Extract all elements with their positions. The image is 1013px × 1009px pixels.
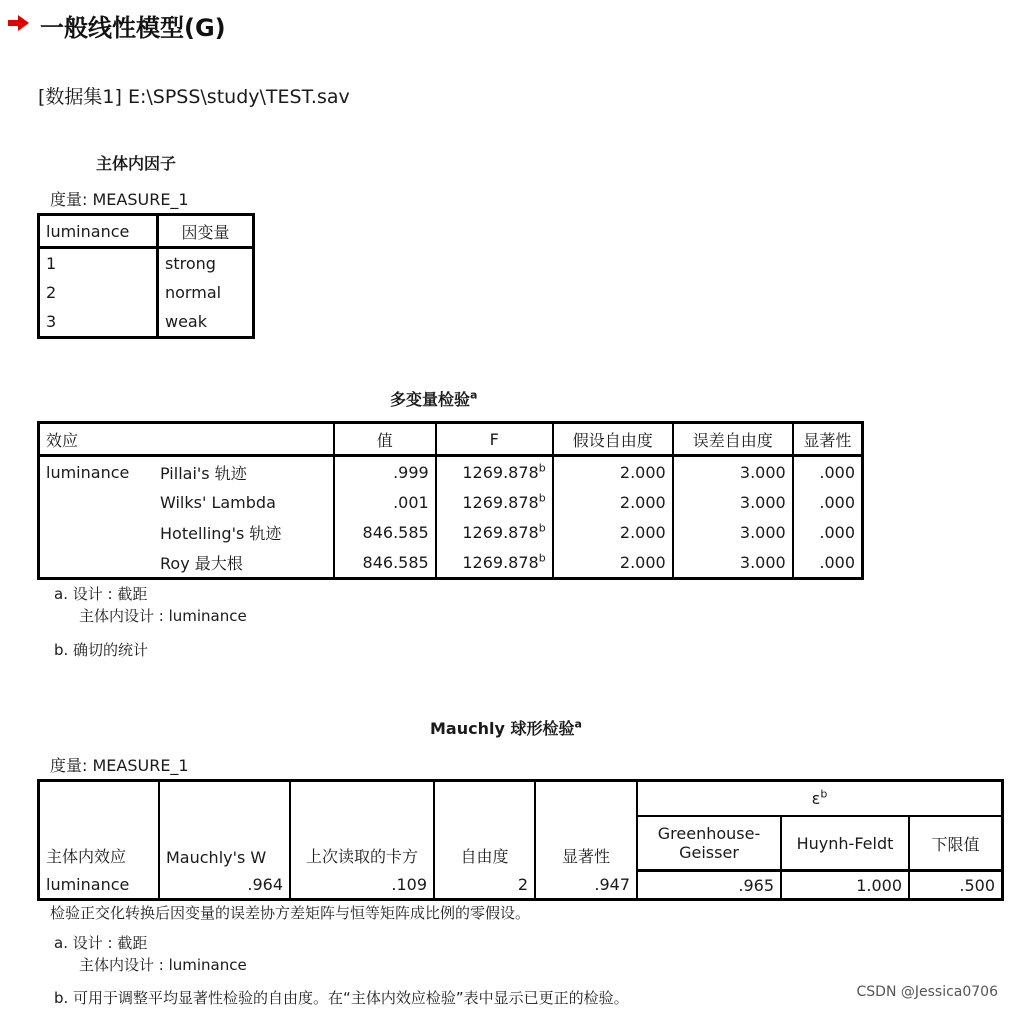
sig-cell: .000 (793, 456, 863, 488)
value-cell: .001 (334, 487, 436, 517)
multivariate-table (37, 421, 864, 580)
hyp-df-cell: 2.000 (553, 487, 673, 517)
dataset-path: [数据集1] E:\SPSS\study\TEST.sav (38, 86, 350, 108)
multivariate-footnote-a-design: 主体内设计 : luminance (79, 607, 247, 625)
f-cell: 1269.878$^b$ (436, 517, 553, 547)
test-name-cell: Roy 最大根 (160, 553, 243, 573)
header-cell: 上次读取的卡方 (290, 781, 434, 871)
err-df-cell: 3.000 (673, 487, 793, 517)
hf-cell: 1.000 (781, 871, 909, 900)
f-cell: 1269.878$^b$ (436, 456, 553, 488)
header-cell: F (436, 423, 553, 456)
multivariate-title: 多变量检验$^a$ (390, 388, 478, 409)
table-header-row (39, 423, 863, 456)
within-factors-title: 主体内因子 (96, 154, 177, 173)
table-header-row (39, 781, 1003, 817)
test-name-cell: Hotelling's 轨迹 (160, 523, 282, 543)
header-cell: 假设自由度 (553, 423, 673, 456)
table-row (39, 547, 863, 579)
sig-cell: .000 (793, 517, 863, 547)
w-cell: .964 (159, 871, 290, 900)
multivariate-footnote-b: b. 确切的统计 (54, 641, 149, 659)
chi-cell: .109 (290, 871, 434, 900)
header-cell: Greenhouse-Geisser (637, 816, 781, 871)
multivariate-footnote-a: a. 设计 : 截距 (54, 585, 148, 603)
table-row (39, 871, 1003, 900)
hyp-df-cell: 2.000 (553, 517, 673, 547)
value-cell: 846.585 (334, 517, 436, 547)
sig-cell: .000 (793, 487, 863, 517)
within-factors-measure: 度量: MEASURE_1 (50, 190, 189, 209)
mauchly-footnote-b: b. 可用于调整平均显著性检验的自由度。在“主体内效应检验”表中显示已更正的检验。 (54, 989, 629, 1007)
table-cell: normal (165, 283, 222, 302)
test-name-cell: Pillai's 轨迹 (160, 463, 247, 483)
header-cell: 因变量 (158, 215, 254, 248)
f-cell: 1269.878$^b$ (436, 487, 553, 517)
table-cell: strong (165, 254, 216, 273)
table-cell: 1 (39, 248, 158, 279)
err-df-cell: 3.000 (673, 547, 793, 579)
table-row (39, 487, 863, 517)
header-cell: Huynh-Feldt (781, 816, 909, 871)
red-arrow-icon (8, 14, 30, 32)
table-row (39, 278, 254, 307)
effect-cell: luminance (46, 874, 130, 894)
lb-cell: .500 (909, 871, 1003, 900)
value-cell: .999 (334, 456, 436, 488)
mauchly-footnote-a: a. 设计 : 截距 (54, 934, 148, 952)
header-cell: Mauchly's W (159, 781, 290, 871)
header-cell: 显著性 (793, 423, 863, 456)
watermark: CSDN @Jessica0706 (856, 984, 998, 1000)
f-cell: 1269.878$^b$ (436, 547, 553, 579)
mauchly-footnote-a-design: 主体内设计 : luminance (79, 956, 247, 974)
page-title: 一般线性模型(G) (40, 14, 226, 42)
table-cell: weak (165, 312, 207, 331)
table-cell: 3 (39, 307, 158, 338)
header-cell: 下限值 (909, 816, 1003, 871)
hyp-df-cell: 2.000 (553, 456, 673, 488)
hyp-df-cell: 2.000 (553, 547, 673, 579)
header-cell: 误差自由度 (673, 423, 793, 456)
mauchly-title: Mauchly 球形检验$^a$ (430, 717, 582, 738)
table-row (39, 456, 863, 488)
header-cell: 主体内效应 (46, 846, 127, 866)
mauchly-measure: 度量: MEASURE_1 (50, 756, 189, 775)
err-df-cell: 3.000 (673, 517, 793, 547)
effect-cell: luminance (46, 463, 130, 482)
test-name-cell: Wilks' Lambda (160, 492, 276, 512)
mauchly-table (37, 779, 1004, 901)
gg-cell: .965 (637, 871, 781, 900)
header-cell: 自由度 (434, 781, 535, 871)
header-cell: 值 (334, 423, 436, 456)
sig-cell: .000 (793, 547, 863, 579)
header-cell: 显著性 (535, 781, 637, 871)
table-header-row (39, 215, 254, 248)
df-cell: 2 (434, 871, 535, 900)
err-df-cell: 3.000 (673, 456, 793, 488)
header-cell: 效应 (39, 423, 334, 456)
sig-cell: .947 (535, 871, 637, 900)
table-row (39, 517, 863, 547)
mauchly-note: 检验正交化转换后因变量的误差协方差矩阵与恒等矩阵成比例的零假设。 (50, 904, 531, 922)
value-cell: 846.585 (334, 547, 436, 579)
header-cell: luminance (39, 215, 158, 248)
epsilon-header: ε$^b$ (637, 781, 1003, 817)
table-cell: 2 (39, 278, 158, 307)
table-row (39, 248, 254, 279)
within-factors-table (37, 213, 255, 339)
table-row (39, 307, 254, 338)
